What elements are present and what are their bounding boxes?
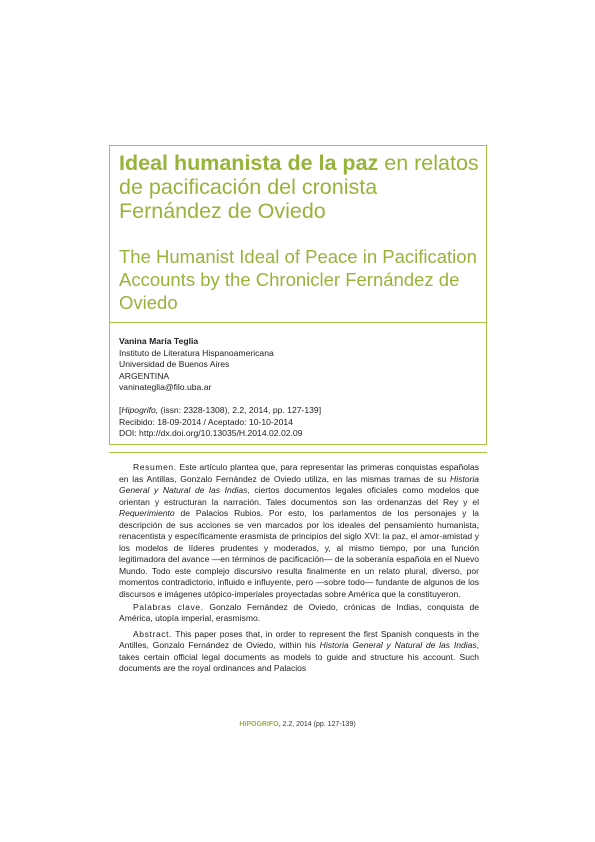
abstract-text: Este artículo plantea que, para representar las primeras conquistas españolas en las Antillas, Gonzalo Fernández de Oviedo utiliza, en las mismas tramas de su [119,462,479,484]
article-title-english-part1: The Humanist Ideal of Peace [119,246,358,267]
citation-details: (issn: 2328-1308), 2.2, 2014, pp. 127-139] [158,405,322,415]
article-title-spanish-rest: en relatos de pacificación del cronista Fernández de Oviedo [119,151,479,223]
abstract-text: , ciertos documentos legales oficiales como modelos que orientan y estructuran la narración. Tales documentos son las ordenanzas del Rey y el [119,485,479,507]
abstract-spanish [119,462,479,601]
citation-bracket: [ [119,405,122,415]
affiliation-line: ARGENTINA [119,370,170,381]
received-accepted-dates: Recibido: 18-09-2014 / Aceptado: 10-10-2014 [119,416,293,427]
work-title: Requerimiento [119,508,175,519]
author-email: vaninateglia@filo.uba.ar [119,382,212,393]
article-title-english [119,245,479,314]
citation-line [119,405,479,417]
abstract-text: This paper poses that, in order to represent the first Spanish conquests in the Antilles, Gonzalo Fernández de Oviedo, within his [119,628,479,651]
keywords-text: Gonzalo Fernández de Oviedo, crónicas de Indias, conquista de América, utopía imperial, erasmismo. [119,601,479,624]
abstract-text: , takes certain official legal documents as models to guide and structure his account. Such documents are the royal ordinances and Palacios [119,640,480,674]
footer-journal: HIPOGRIFO [239,721,279,728]
author-name: Vanina María Teglia [119,336,199,346]
author-block [119,336,479,394]
journal-name: Hipogrifo, [121,405,159,415]
title-divider [109,322,487,323]
abstract-text: de Palacios Rubios. Por esto, los parlamentos de los personajes y la descripción de sus acciones se ven marcados por los ideales del pensamiento humanista, renacentista y específicamente erasmista de principios del siglo XVI: la paz, el amor-amistad y los modelos de líderes prudentes y moderados, y, al mismo tiempo, por una función legitimadora del avance —en términos de pacificación— de la soberanía española en el Nuevo Mundo. Todo este complejo discursivo resulta finalmente en un relato plural, diverso, por momentos contradictorio, influido e influyente, pero —sobre todo— fundante de algunos de los discursos e imágenes utópico-imperiales proyectadas sobre América que la constituyeron. [119,508,479,600]
page-footer [0,721,595,728]
citation-block [119,405,479,440]
abstract-section [119,462,479,675]
abstract-label: Resumen. [133,462,177,472]
abstract-divider [109,452,487,453]
keywords-label: Palabras clave. [133,601,204,612]
doi-line: DOI: http://dx.doi.org/10.13035/H.2014.02.02.09 [119,428,303,439]
article-title-spanish [119,151,479,223]
keywords-spanish [119,602,479,625]
article-title-spanish-bold: Ideal humanista de la paz [119,151,379,175]
affiliation-line: Instituto de Literatura Hispanoamericana [119,347,274,358]
affiliation-line: Universidad de Buenos Aires [119,359,230,370]
footer-issue: , 2.2, 2014 (pp. 127-139) [278,721,356,728]
article-title-english-part2: in Pacification Accounts by the Chronicler Fernández de Oviedo [119,246,477,313]
abstract-english [119,629,479,675]
abstract-label: Abstract. [133,628,173,639]
work-title: Historia General y Natural de las Indias [319,640,477,651]
work-title: Historia General y Natural de las Indias [119,473,479,496]
